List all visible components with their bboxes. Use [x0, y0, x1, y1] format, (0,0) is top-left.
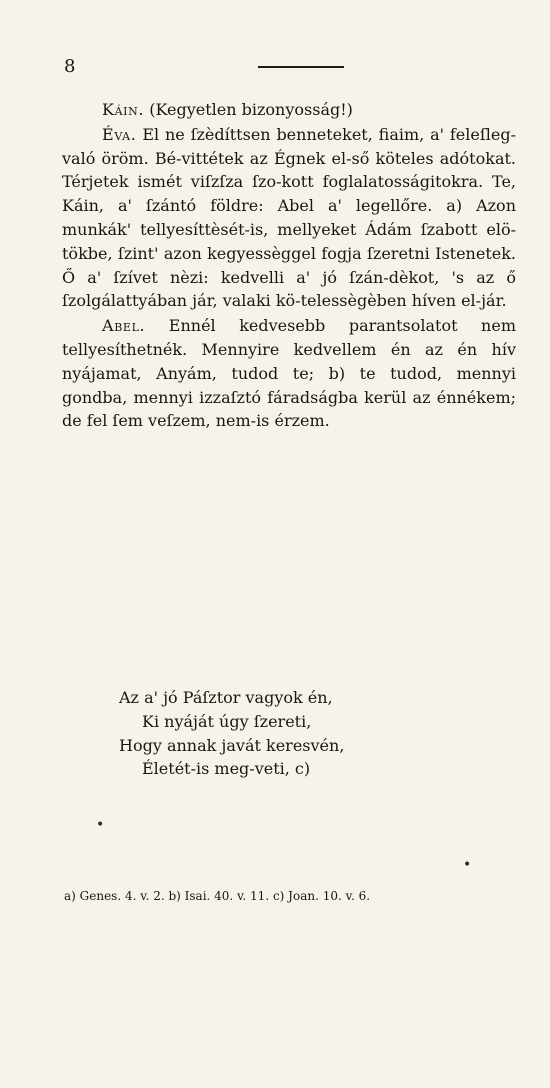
- ink-mark-left: •: [96, 817, 105, 833]
- speech-eva-text: El ne ſzèdíttsen benneteket, fiaim, a' feleſleg-való öröm. Bé-vittétek az Égnek el-ső köteles adótokat. Térjetek ismét viſzſza ſzo-kott foglalatosságitokra. Te, Káin, a' ſzántó földre: Abel a' legellőre. a) Azon munkák' tellyesíttèsét-is, mellyeket Ádám ſzabott elö-tökbe, ſzint' azon kegyessèggel fogja ſzeretni Istenetek. Ő a' ſzívet nèzi: kedvelli a' jó ſzán-dèkot, 's az ő ſzolgálattyában jár, valaki kö-telessègèben híven el-jár.: [62, 124, 516, 311]
- speech-kain: [62, 98, 516, 122]
- poem-line-4: Életét-is meg-veti, c): [142, 759, 311, 779]
- poem-line-2: Ki nyáját úgy ſzereti,: [142, 711, 312, 731]
- footnotes: a) Genes. 4. v. 2. b) Isai. 40. v. 11. c) Joan. 10. v. 6.: [64, 889, 371, 903]
- poem-line-3: Hogy annak javát keresvén,: [119, 735, 345, 755]
- poem-line-1: Az a' jó Páſztor vagyok én,: [119, 688, 333, 707]
- speaker-eva: Éva.: [102, 124, 137, 144]
- main-text-block: [62, 98, 516, 433]
- ink-mark-right: •: [463, 857, 472, 873]
- speaker-abel: Abel.: [102, 316, 146, 336]
- speech-abel: [62, 314, 516, 433]
- speech-eva: [62, 123, 516, 313]
- poem-block: [119, 686, 344, 781]
- speaker-kain: Káin.: [102, 100, 145, 119]
- page-number: 8: [64, 56, 76, 77]
- top-rule: [258, 66, 344, 68]
- speech-abel-text: Ennél kedvesebb parantsolatot nem tellyesíthetnék. Mennyire kedvellem én az én hív nyájamat, Anyám, tudod te; b) te tudod, mennyi gondba, mennyi izzaſztó fáradságba kerül az énnékem; de fel ſem veſzem, nem-is érzem.: [62, 316, 516, 431]
- speech-kain-text: (Kegyetlen bizonyosság!): [144, 100, 353, 119]
